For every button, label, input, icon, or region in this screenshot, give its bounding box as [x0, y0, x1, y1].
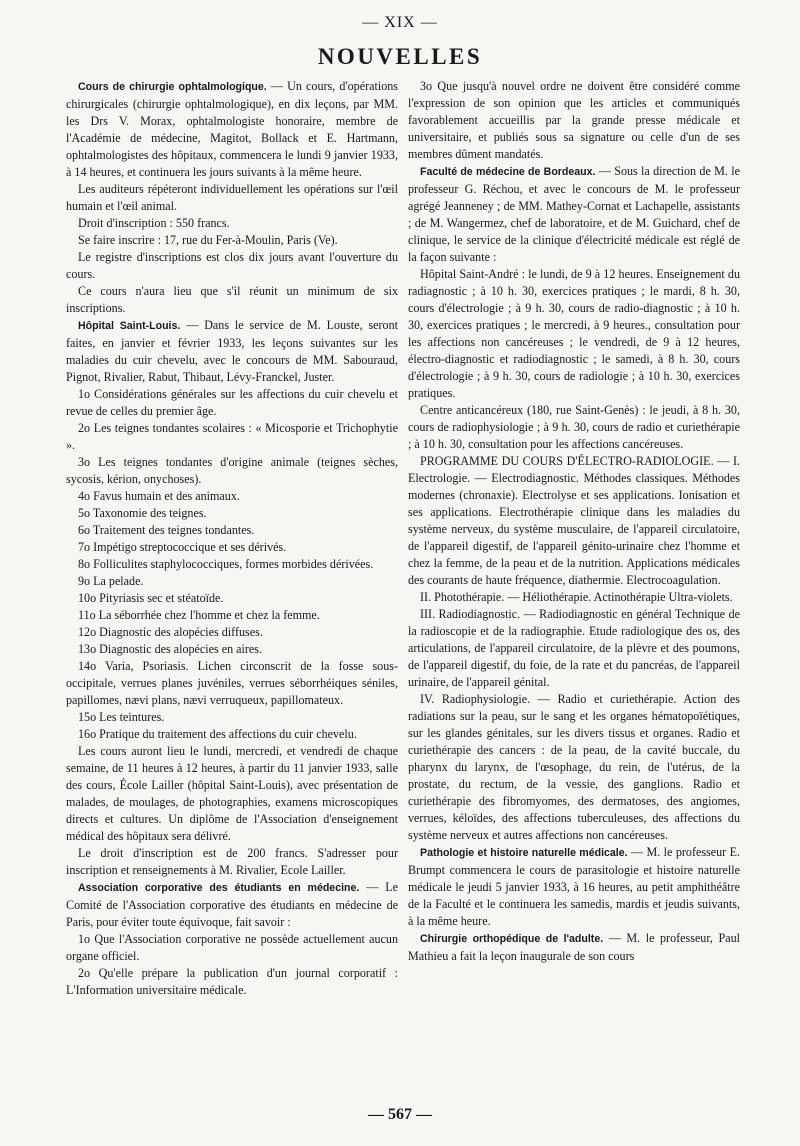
paragraph: [66, 931, 398, 965]
paragraph: [66, 522, 398, 539]
paragraph-heading: Association corporative des étudiants en médecine.: [78, 882, 360, 894]
paragraph: [408, 930, 740, 965]
paragraph-text: 6o Traitement des teignes tondantes.: [78, 523, 255, 537]
paragraph: [408, 266, 740, 402]
paragraph-text: 12o Diagnostic des alopécies diffuses.: [78, 625, 263, 639]
paragraph: [66, 78, 398, 181]
paragraph: [66, 249, 398, 283]
paragraph-text: Ce cours n'aura lieu que s'il réunit un minimum de six inscriptions.: [66, 284, 398, 315]
paragraph: [66, 454, 398, 488]
paragraph-text: — Un cours, d'opérations chirurgicales (chirurgie ophtalmologique), en dix leçons, par MM. les Drs V. Morax, ophtalmologiste honoraire, membre de l'Académie de médecine, Magitot, Bollack et E. Hartmann, ophtalmologistes des hôpitaux, commencera le lundi 9 janvier 1933, à 14 heures, et continuera les jours suivants à la même heure.: [66, 79, 398, 179]
paragraph: [66, 624, 398, 641]
paragraph: [66, 215, 398, 232]
paragraph: [66, 965, 398, 999]
paragraph-text: Hôpital Saint-André : le lundi, de 9 à 12 heures. Enseignement du radiagnostic ; à 10 h. 30, exercices pratiques ; le mardi, 8 h. 30, cours d'électrologie ; à 9 h. 30, cours de radio-diagnostic ; à 10 h. 30, exercices pratiques ; le mercredi, à 9 heures., consultation pour les affections non cancéreuses ; le vendredi, de 9 à 12 heures, électro-diagnostic et radiodiagnostic ; le samedi, à 8 h. 30, cours d'électrologie ; à 9 h. 30, cours de radiologie ; à 10 h. 30, exercices pratiques.: [408, 267, 740, 400]
paragraph: [66, 590, 398, 607]
paragraph: [66, 845, 398, 879]
paragraph-text: Centre anticancéreux (180, rue Saint-Genès) : le jeudi, à 8 h. 30, cours de radiophysiologie ; à 9 h. 30, cours de radio et curiethérapie ; à 10 h. 30, consultation pour les affections cancéreuses.: [408, 403, 740, 451]
paragraph: [66, 505, 398, 522]
paragraph: [66, 573, 398, 590]
paragraph-text: 11o La séborrhée chez l'homme et chez la femme.: [78, 608, 320, 622]
paragraph: [66, 556, 398, 573]
paragraph-text: — Dans le service de M. Louste, seront faites, en janvier et février 1933, les leçons suivantes sur les maladies du cuir chevelu, avec le concours de MM. Sabouraud, Pignot, Rivalier, Rabut, Thibaut, Lévy-Franckel, Juster.: [66, 318, 398, 384]
roman-page-number: — XIX —: [362, 14, 438, 31]
paragraph: [66, 181, 398, 215]
paragraph: [66, 743, 398, 845]
paragraph-text: Se faire inscrire : 17, rue du Fer-à-Moulin, Paris (Ve).: [78, 233, 338, 247]
paragraph-heading: Faculté de médecine de Bordeaux.: [420, 166, 596, 178]
paragraph-text: IV. Radiophysiologie. — Radio et curiethérapie. Action des radiations sur la peau, sur le sang et les organes hématopoïétiques, sur les glandes génitales, sur les divers tissus et organes. Radio et curiethérapie des cancers : de la peau, de la cavité buccale, du pharynx du larynx, de l'œsophage, du rein, de l'utérus, de la prostate, du rectum, de la vessie, des ganglions. Radio et curiethérapie des fibromyomes, des dermatoses, des angiomes, verrues, kéloïdes, des affections tuberculeuses, des affections du système nerveux et autres affections non cancéreuses.: [408, 692, 740, 842]
paragraph-text: 1o Considérations générales sur les affections du cuir chevelu et revue de celles du premier âge.: [66, 387, 398, 418]
paragraph: [66, 709, 398, 726]
paragraph-heading: Hôpital Saint-Louis.: [78, 320, 181, 332]
paragraph: [66, 539, 398, 556]
paragraph: [66, 641, 398, 658]
paragraph-text: Droit d'inscription : 550 francs.: [78, 216, 230, 230]
paragraph-text: 5o Taxonomie des teignes.: [78, 506, 207, 520]
paragraph-text: 2o Qu'elle prépare la publication d'un journal corporatif : L'Information universitaire médicale.: [66, 966, 398, 997]
paragraph-heading: Chirurgie orthopédique de l'adulte.: [420, 933, 604, 945]
paragraph-text: 3o Les teignes tondantes d'origine animale (teignes sèches, sycosis, kérion, onychoses).: [66, 455, 398, 486]
paragraph: [66, 420, 398, 454]
section-title: NOUVELLES: [317, 44, 483, 69]
paragraph: [66, 283, 398, 317]
paragraph: [66, 607, 398, 624]
paragraph-text: 8o Folliculites staphylococciques, formes morbides dérivées.: [78, 557, 374, 571]
paragraph-text: — M. le professeur E. Brumpt commencera le cours de parasitologie et histoire naturelle médicale le jeudi 5 janvier 1933, à 16 heures, au petit amphithéâtre de la Faculté et le continuera les samedis, mardis et jeudis suivants, à la même heure.: [408, 845, 741, 928]
paragraph-text: 4o Favus humain et des animaux.: [78, 489, 240, 503]
paragraph: [66, 726, 398, 743]
paragraph-text: 9o La pelade.: [78, 574, 144, 588]
paragraph: [408, 402, 740, 453]
paragraph: [66, 658, 398, 709]
paragraph-text: Les auditeurs répéteront individuellement les opérations sur l'œil humain et l'œil animal.: [66, 182, 398, 213]
paragraph: [408, 606, 740, 691]
paragraph-text: 7o Impétigo streptococcique et ses dérivés.: [78, 540, 287, 554]
paragraph: [408, 589, 740, 606]
paragraph-text: PROGRAMME DU COURS D'ÉLECTRO-RADIOLOGIE. — I. Electrologie. — Electrodiagnostic. Méthodes classiques. Méthodes modernes (chronaxie). Electrolyse et ses applications. Ionisation et ses applications. Electrothérapie clinique dans les maladies du système nerveux, du système musculaire, de l'appareil circulatoire, de l'appareil digestif, de l'appareil génito-urinaire chez l'homme et chez la femme, de la peau et de la nutrition. Applications médicales des courants de haute fréquence, diathermie. Electrocoagulation.: [408, 454, 740, 587]
paragraph-heading: Cours de chirurgie ophtalmologique.: [78, 81, 267, 93]
paragraph-text: 15o Les teintures.: [78, 710, 165, 724]
paragraph-text: — Sous la direction de M. le professeur G. Réchou, et avec le concours de M. le professeur agrégé Jeanneney ; de MM. Mathey-Cornat et Lachapelle, assistants ; de M. Wangermez, chef de laboratoire, et de M. Guichard, chef de clinique, le service de la clinique d'électricité médicale est réglé de la façon suivante :: [408, 164, 740, 264]
paragraph-text: 14o Varia, Psoriasis. Lichen circonscrit de la fosse sous-occipitale, verrues planes juvéniles, verrues séborrhéiques séniles, papillomes, nævi plans, nævi verruqueux, papillomateux.: [66, 659, 398, 707]
paragraph: [408, 453, 740, 589]
right-column: [408, 78, 740, 965]
paragraph: [66, 232, 398, 249]
paragraph-text: — M. le professeur, Paul Mathieu a fait la leçon inaugurale de son cours: [408, 931, 740, 963]
paragraph-text: 16o Pratique du traitement des affections du cuir chevelu.: [78, 727, 357, 741]
paragraph-text: 10o Pityriasis sec et stéatoïde.: [78, 591, 224, 605]
paragraph: [66, 879, 398, 931]
paragraph: [408, 691, 740, 844]
left-column: [66, 78, 398, 999]
paragraph: [66, 386, 398, 420]
paragraph-text: 2o Les teignes tondantes scolaires : « Micosporie et Trichophytie ».: [66, 421, 398, 452]
paragraph-text: 13o Diagnostic des alopécies en aires.: [78, 642, 263, 656]
paragraph-text: III. Radiodiagnostic. — Radiodiagnostic en général Technique de la radioscopie et de la radiographie. Etude radiologique des os, des articulations, de l'appareil circulatoire, de la plèvre et des poumons, de l'appareil digestif, du foie, de la rate et du pancréas, de l'appareil urinaire, de l'appareil génital.: [408, 607, 740, 689]
paragraph: [408, 78, 740, 163]
paragraph-text: 1o Que l'Association corporative ne possède actuellement aucun organe officiel.: [66, 932, 398, 963]
paragraph-text: Le droit d'inscription est de 200 francs. S'adresser pour inscription et renseignements à M. Rivalier, Ecole Lailler.: [66, 846, 398, 877]
paragraph: [408, 163, 740, 266]
page-number: — 567 —: [368, 1106, 432, 1123]
paragraph-text: II. Photothérapie. — Héliothérapie. Actinothérapie Ultra-violets.: [420, 590, 733, 604]
paragraph-text: 3o Que jusqu'à nouvel ordre ne doivent être considéré comme l'expression de son opinion que les articles et communiqués favorablement accueillis par la grande presse médicale et universitaire, et publiés sous sa signature ou celle d'un de ses membres dûment mandatés.: [408, 79, 740, 161]
paragraph-text: Les cours auront lieu le lundi, mercredi, et vendredi de chaque semaine, de 11 heures à 12 heures, à partir du 11 janvier 1933, salle des cours, École Lailler (hôpital Saint-Louis), avec présentation de malades, de moulages, de photographies, examens microscopiques directs et cultures. Un diplôme de l'Association d'enseignement médical des hôpitaux sera délivré.: [66, 744, 398, 843]
paragraph-heading: Pathologie et histoire naturelle médicale.: [420, 847, 628, 859]
paragraph: [66, 488, 398, 505]
paragraph: [408, 844, 740, 930]
paragraph: [66, 317, 398, 386]
paragraph-text: Le registre d'inscriptions est clos dix jours avant l'ouverture du cours.: [66, 250, 398, 281]
paragraph-text: — Le Comité de l'Association corporative des étudiants en médecine de Paris, pour éviter toute équivoque, fait savoir :: [66, 880, 398, 929]
